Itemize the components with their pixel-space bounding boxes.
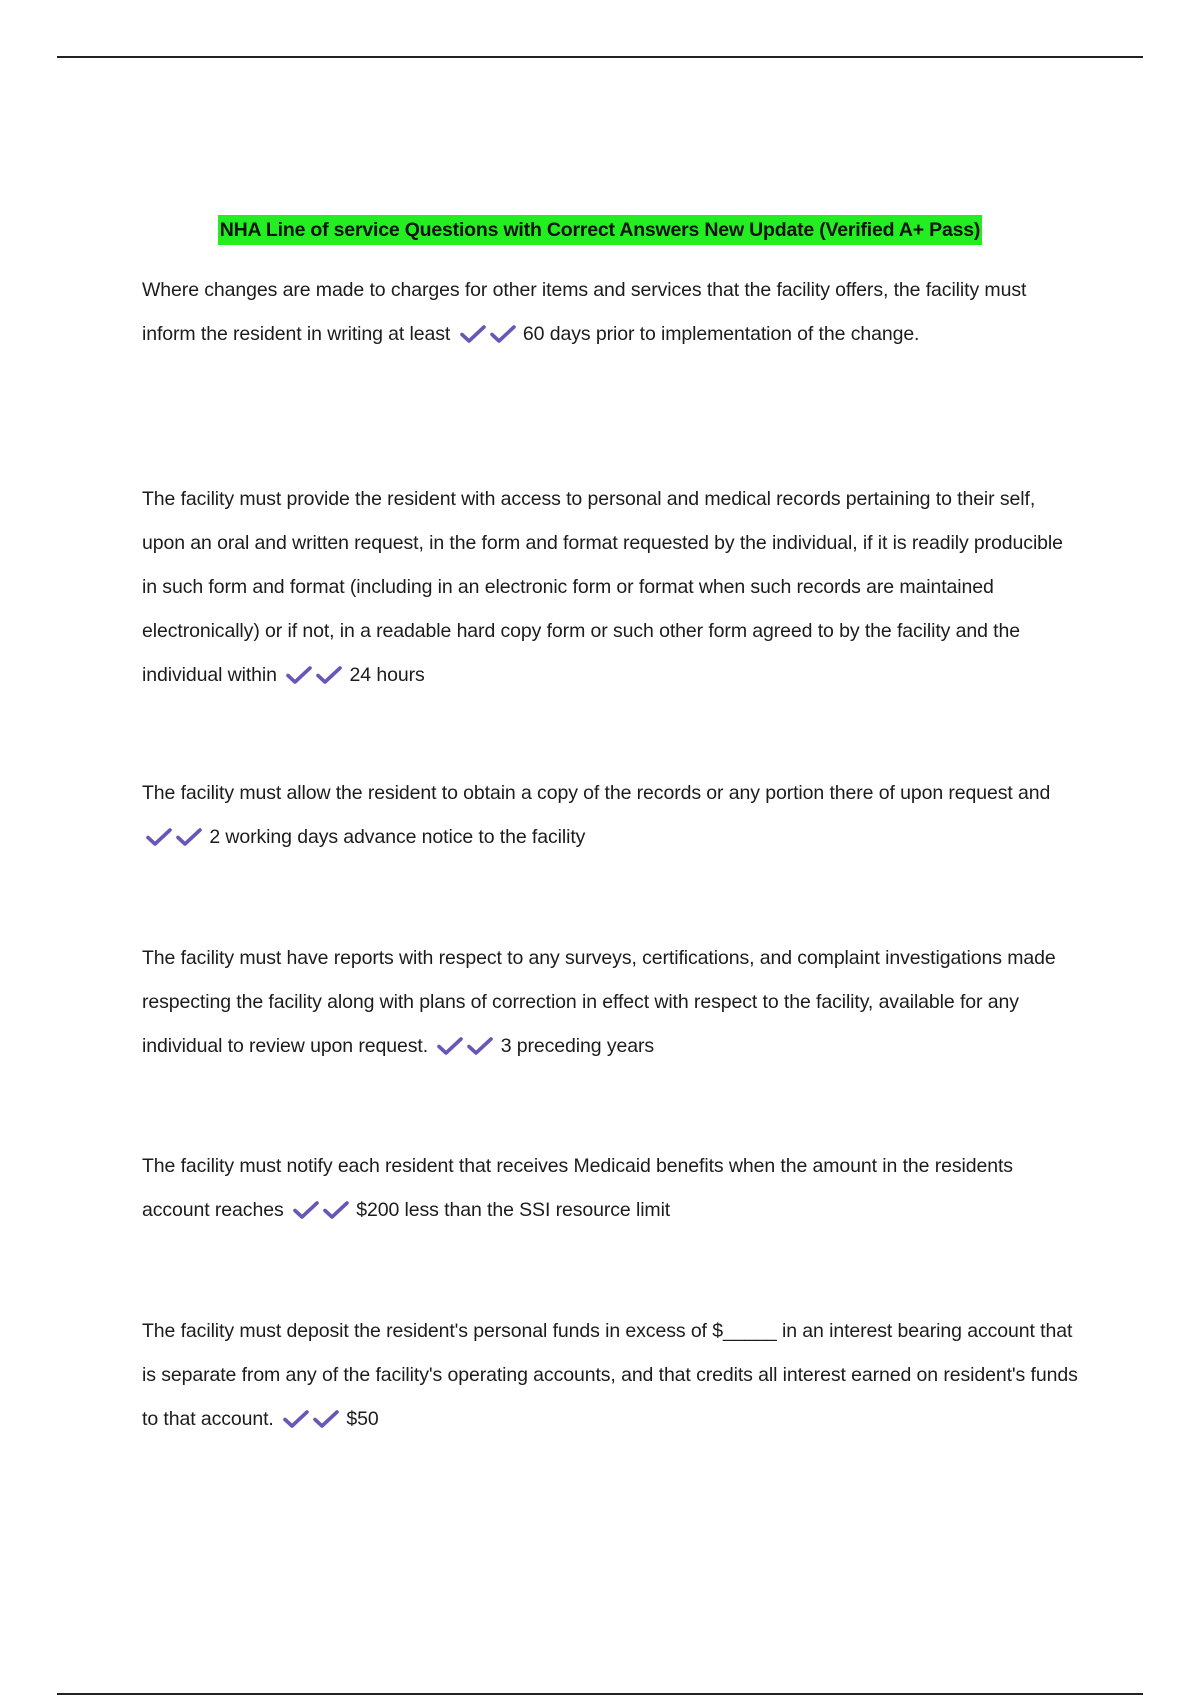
title-container xyxy=(0,215,1200,245)
checkmark-icon xyxy=(467,1037,493,1055)
checkmark-icon xyxy=(437,1037,463,1055)
checkmark-icon xyxy=(316,666,342,684)
checkmark-icon xyxy=(323,1201,349,1219)
question-text: Where changes are made to charges for other items and services that the facility offers, the facility must inform the resident in writing at least xyxy=(142,279,1027,345)
checkmark-icon xyxy=(460,325,486,343)
checkmark-icon xyxy=(293,1201,319,1219)
answer-text: $200 less than the SSI resource limit xyxy=(356,1199,671,1221)
checkmark-icon xyxy=(490,325,516,343)
checkmark-icon xyxy=(283,1410,309,1428)
checkmark-icon xyxy=(176,828,202,846)
question-text: The facility must deposit the resident's personal funds in excess of $_____ in an interest bearing account that is separate from any of the facility's operating accounts, and that credits all interest earned on resident's funds to that account. xyxy=(142,1320,1078,1430)
answer-text: 24 hours xyxy=(349,664,425,686)
answer-text: $50 xyxy=(346,1408,379,1430)
qa-item xyxy=(142,1309,1082,1441)
qa-item xyxy=(142,477,1082,697)
document-title: NHA Line of service Questions with Correct Answers New Update (Verified A+ Pass) xyxy=(218,215,982,245)
qa-item xyxy=(142,268,1082,356)
answer-text: 60 days prior to implementation of the change. xyxy=(522,323,920,345)
question-text: The facility must allow the resident to obtain a copy of the records or any portion there of upon request and xyxy=(142,782,1051,804)
question-text: The facility must provide the resident with access to personal and medical records pertaining to their self, upon an oral and written request, in the form and format requested by the individual, if it is readily producible in such form and format (including in an electronic form or format when such records are maintained electronically) or if not, in a readable hard copy form or such other form agreed to by the facility and the individual within xyxy=(142,488,1063,686)
qa-item xyxy=(142,936,1082,1068)
answer-text: 3 preceding years xyxy=(500,1035,654,1057)
footer-rule xyxy=(57,1693,1143,1695)
checkmark-icon xyxy=(286,666,312,684)
question-text: The facility must have reports with respect to any surveys, certifications, and complaint investigations made respecting the facility along with plans of correction in effect with respect to the facility, available for any individual to review upon request. xyxy=(142,947,1056,1057)
checkmark-icon xyxy=(146,828,172,846)
answer-text: 2 working days advance notice to the facility xyxy=(209,826,586,848)
qa-item xyxy=(142,1144,1082,1232)
qa-item xyxy=(142,771,1082,859)
question-text: The facility must notify each resident that receives Medicaid benefits when the amount in the residents account reaches xyxy=(142,1155,1013,1221)
checkmark-icon xyxy=(313,1410,339,1428)
header-rule xyxy=(57,56,1143,58)
